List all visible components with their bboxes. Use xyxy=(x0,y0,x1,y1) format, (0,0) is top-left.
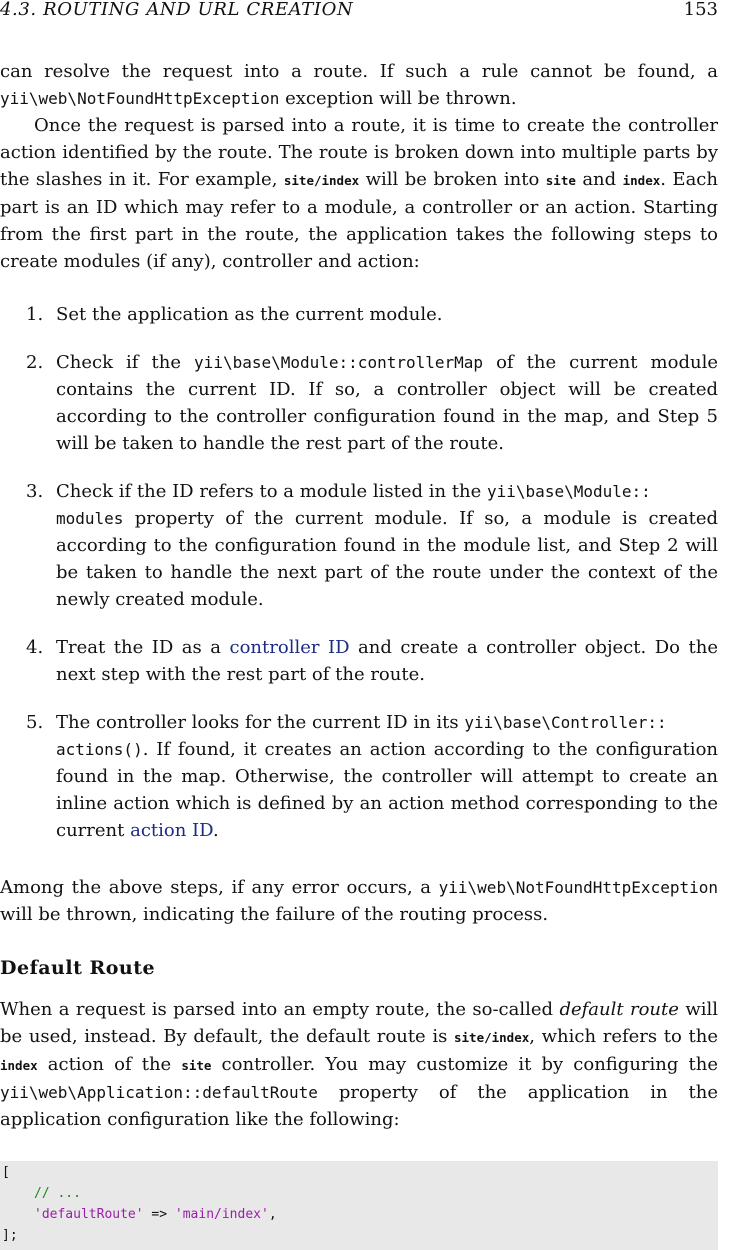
list-number: 1. xyxy=(26,304,44,325)
text-run: Set the application as the current module. xyxy=(56,304,443,325)
code-line xyxy=(0,1204,718,1225)
controller-id-link[interactable]: controller ID xyxy=(229,637,350,658)
section-heading: Default Route xyxy=(0,957,156,979)
text-run: Treat the ID as a xyxy=(56,637,230,658)
inline-code: site/index xyxy=(454,1030,530,1045)
list-number: 2. xyxy=(26,352,44,373)
code-line xyxy=(0,1162,718,1183)
code-operator: => xyxy=(143,1207,175,1222)
inline-code: actions() xyxy=(56,740,143,759)
header-page-number: 153 xyxy=(683,0,718,20)
text-run: When a request is parsed into an empty route, the so-called xyxy=(0,999,560,1020)
inline-code: site/index xyxy=(283,173,360,188)
code-line xyxy=(0,1183,718,1204)
code-token: , xyxy=(268,1207,277,1222)
text-run: will be broken into xyxy=(359,169,546,190)
inline-code: yii\web\NotFoundHttpException xyxy=(0,89,280,108)
list-item xyxy=(26,709,718,844)
text-run: . Each part is an ID which may refer to a module, a controller or an action. Starting from the first part in the route, the application takes the following steps to create modules (if any), controller and action: xyxy=(0,169,718,272)
text-run: exception will be thrown. xyxy=(279,88,517,109)
text-run: . If found, it creates an action according to the configuration found in the map. Otherwise, the controller will attempt to create an inline action which is defined by an action method corresponding to the current xyxy=(56,739,718,841)
text-run: Among the above steps, if any error occurs, a xyxy=(0,877,439,898)
text-run: controller. You may customize it by configuring the xyxy=(211,1054,718,1075)
text-run: action of the xyxy=(37,1054,182,1075)
list-number: 4. xyxy=(26,637,44,658)
list-item xyxy=(26,301,718,328)
text-run: . xyxy=(212,820,219,841)
inline-code: yii\base\Module::controllerMap xyxy=(194,353,484,372)
header-section-title: 4.3. ROUTING AND URL CREATION xyxy=(0,0,354,20)
emphasis: default route xyxy=(559,999,679,1020)
running-header xyxy=(0,0,718,22)
text-run: Check if the xyxy=(56,352,195,373)
text-run: of the current module contains the current ID. If so, a controller object will be created according to the controller configuration found in the map, and Step 5 will be taken to handle the rest part of the route. xyxy=(56,352,718,454)
inline-code: site xyxy=(181,1058,212,1073)
body-text xyxy=(0,58,718,1133)
code-token: ]; xyxy=(2,1228,18,1243)
inline-code: yii\base\Controller:: xyxy=(464,713,667,732)
code-string: 'main/index' xyxy=(174,1207,269,1222)
action-id-link[interactable]: action ID xyxy=(130,820,213,841)
inline-code: yii\base\Module:: xyxy=(487,482,651,501)
code-block xyxy=(0,1161,718,1250)
text-run: property of the current module. If so, a module is created according to the configuration found in the module list, and Step 2 will be taken to handle the next part of the route under the context of the newly created module. xyxy=(56,508,718,610)
list-number: 5. xyxy=(26,712,44,733)
inline-code: site xyxy=(545,173,576,188)
steps-list xyxy=(0,301,718,844)
text-run: can resolve the request into a route. If such a rule cannot be found, a xyxy=(0,61,718,82)
text-run: and xyxy=(575,169,623,190)
inline-code: index xyxy=(622,173,661,188)
inline-code: index xyxy=(0,1058,38,1073)
text-run: and create a controller object. Do the next step with the rest part of the route. xyxy=(56,637,718,685)
code-token: [ xyxy=(2,1165,10,1180)
text-run: , which refers to the xyxy=(529,1026,718,1047)
inline-code: modules xyxy=(56,509,124,528)
list-item xyxy=(26,349,718,457)
paragraph-continuation xyxy=(0,58,718,112)
inline-code: yii\web\NotFoundHttpException xyxy=(438,878,718,897)
list-item xyxy=(26,478,718,613)
paragraph-route-parsing xyxy=(0,112,718,275)
list-number: 3. xyxy=(26,481,44,502)
code-comment: // ... xyxy=(34,1186,81,1201)
text-run: Check if the ID refers to a module listed in the xyxy=(56,481,488,502)
code-string: 'defaultRoute' xyxy=(34,1207,144,1222)
inline-code: yii\web\Application::defaultRoute xyxy=(0,1083,318,1102)
text-run: will be thrown, indicating the failure of the routing process. xyxy=(0,904,549,925)
text-run: will be used, instead. By default, the default route is xyxy=(0,999,719,1047)
list-item xyxy=(26,634,718,688)
text-run: The controller looks for the current ID in its xyxy=(56,712,465,733)
text-run: Once the request is parsed into a route, it is time to create the controller action identified by the route. The route is broken down into multiple parts by the slashes in it. For example, xyxy=(0,115,718,190)
paragraph-routing-failure xyxy=(0,874,718,928)
code-line xyxy=(0,1225,718,1246)
text-run: property of the application in the application configuration like the following: xyxy=(0,1082,718,1130)
paragraph-default-route xyxy=(0,996,718,1133)
